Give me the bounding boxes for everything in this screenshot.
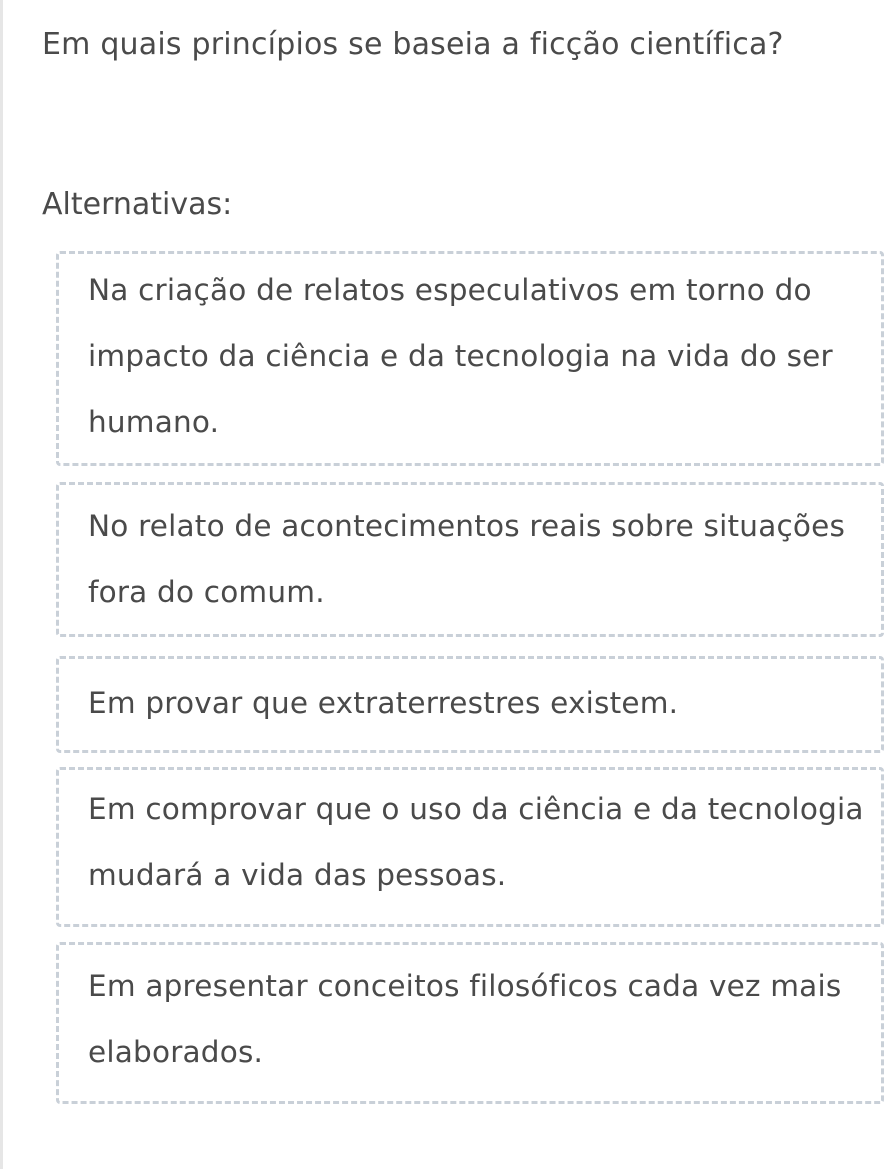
option-2[interactable] xyxy=(56,482,884,637)
alternatives-label: Alternativas: xyxy=(42,187,233,222)
left-divider xyxy=(0,0,3,1169)
option-4[interactable] xyxy=(56,767,884,927)
option-1-text: Na criação de relatos especulativos em torno do impacto da ciência e da tecnologia na vida do ser humano. xyxy=(88,273,833,439)
option-5[interactable] xyxy=(56,942,884,1104)
option-5-text: Em apresentar conceitos filosóficos cada vez mais elaborados. xyxy=(88,969,842,1069)
option-3[interactable] xyxy=(56,656,884,753)
option-3-text: Em provar que extraterrestres existem. xyxy=(88,686,679,720)
option-1[interactable] xyxy=(56,251,884,466)
option-4-text: Em comprovar que o uso da ciência e da tecnologia mudará a vida das pessoas. xyxy=(88,792,864,892)
option-2-text: No relato de acontecimentos reais sobre situações fora do comum. xyxy=(88,509,846,609)
question-text: Em quais princípios se baseia a ficção científica? xyxy=(42,27,784,62)
